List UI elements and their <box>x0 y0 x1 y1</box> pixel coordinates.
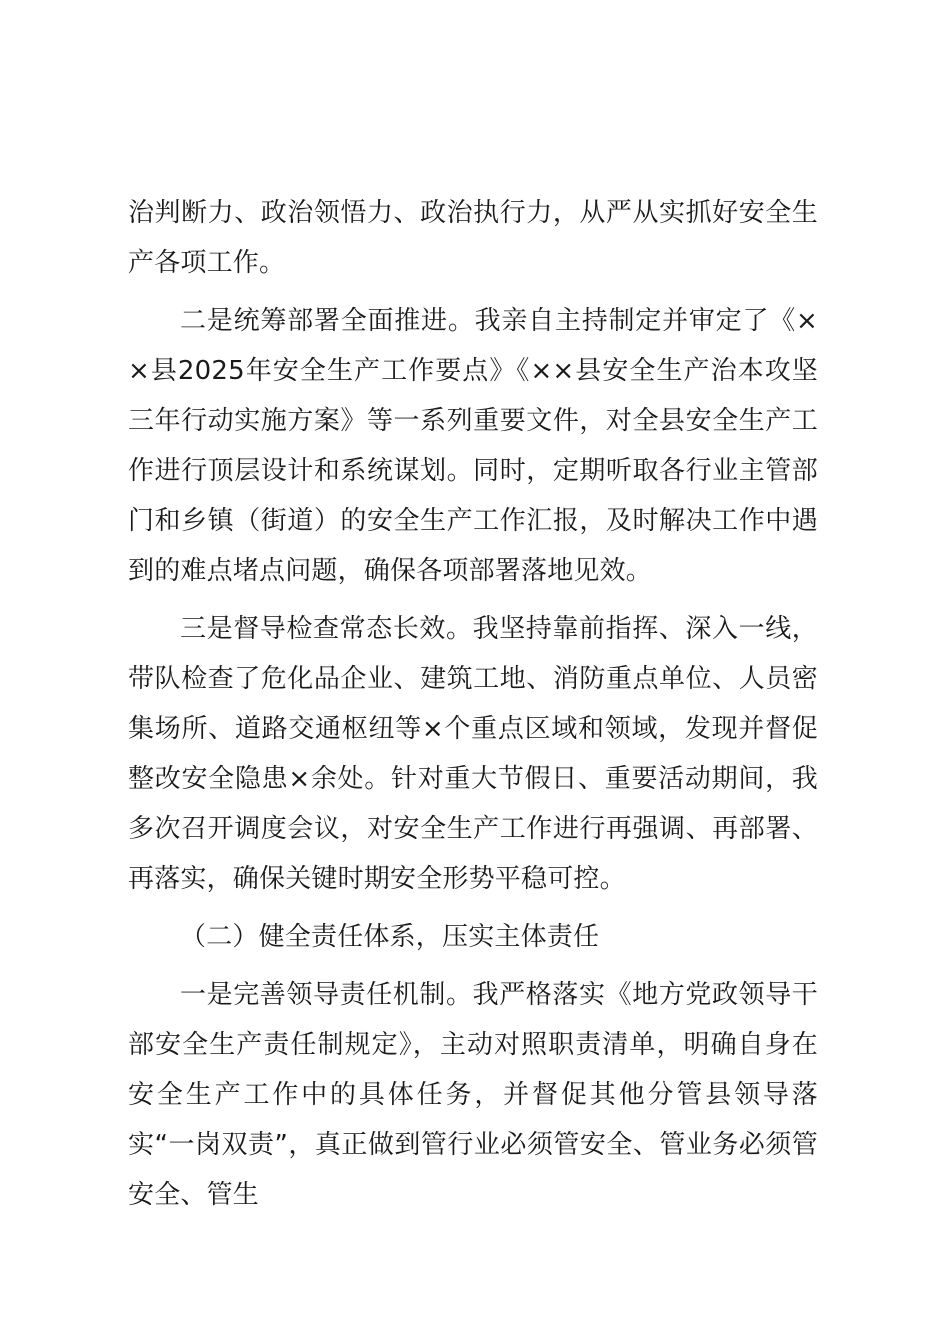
paragraph-supervision-inspection: 三是督导检查常态长效。我坚持靠前指挥、深入一线，带队检查了危化品企业、建筑工地、消防重点单位、人员密集场所、道路交通枢纽等×个重点区域和领域，发现并督促整改安全隐患×余处。针对重大节假日、重要活动期间，我多次召开调度会议，对安全生产工作进行再强调、再部署、再落实，确保关键时期安全形势平稳可控。 <box>128 614 818 894</box>
document-body <box>128 188 818 1220</box>
paragraph-leadership-responsibility: 一是完善领导责任机制。我严格落实《地方党政领导干部安全生产责任制规定》，主动对照职责清单，明确自身在安全生产工作中的具体任务，并督促其他分管县领导落实“一岗双责”，真正做到管行业必须管安全、管业务必须管安全、管生 <box>128 980 818 1210</box>
paragraph-continuation: 治判断力、政治领悟力、政治执行力，从严从实抓好安全生产各项工作。 <box>128 198 818 278</box>
paragraph-coordinated-deployment: 二是统筹部署全面推进。我亲自主持制定并审定了《××县2025年安全生产工作要点》《××县安全生产治本攻坚三年行动实施方案》等一系列重要文件，对全县安全生产工作进行顶层设计和系统谋划。同时，定期听取各行业主管部门和乡镇（街道）的安全生产工作汇报，及时解决工作中遇到的难点堵点问题，确保各项部署落地见效。 <box>128 306 818 586</box>
section-heading: （二）健全责任体系，压实主体责任 <box>180 922 600 952</box>
